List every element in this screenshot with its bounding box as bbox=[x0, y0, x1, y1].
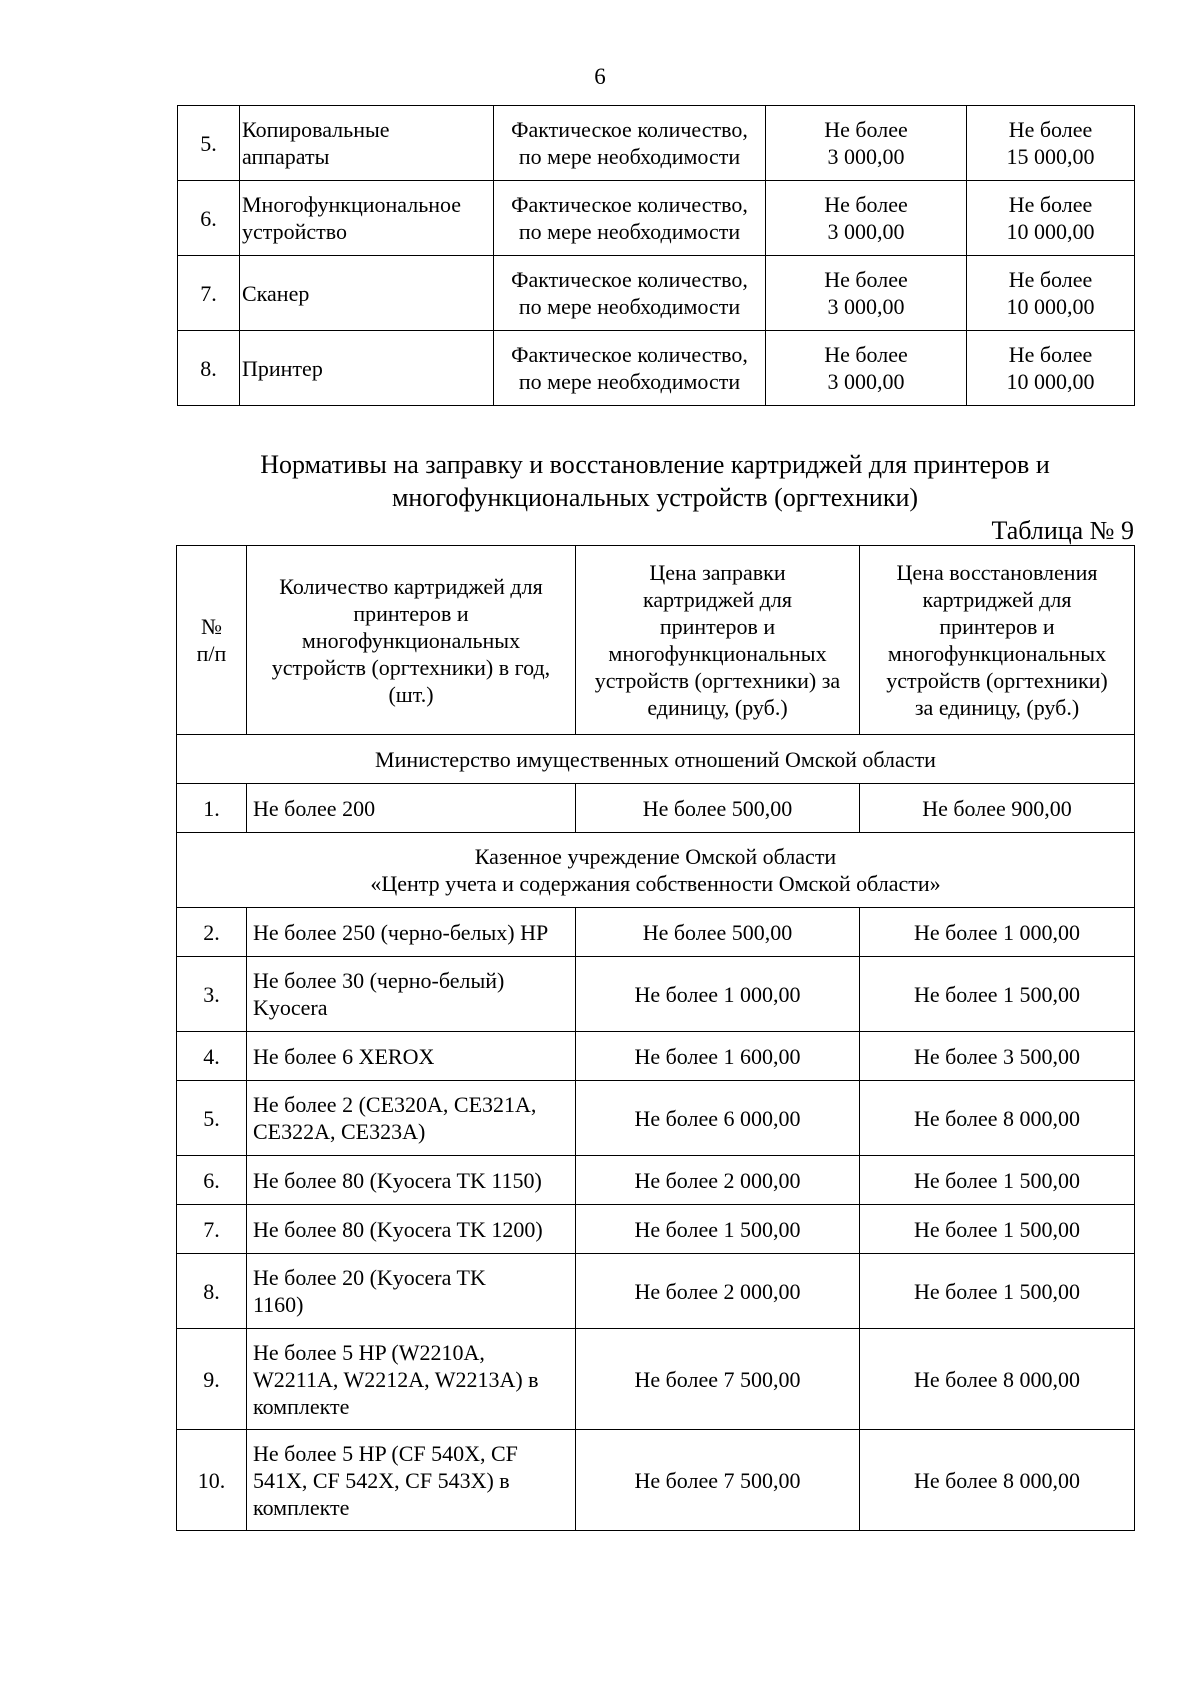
equipment-total: Не более 10 000,00 bbox=[967, 331, 1135, 406]
table-row bbox=[177, 1430, 1135, 1531]
restore-price: Не более 900,00 bbox=[860, 784, 1135, 833]
header-refill-price: Цена заправки картриджей для принтеров и многофункциональных устройств (оргтехники) за единицу, (руб.) bbox=[576, 546, 860, 735]
refill-price: Не более 1 500,00 bbox=[576, 1205, 860, 1254]
row-number: 1. bbox=[177, 784, 247, 833]
table-row bbox=[177, 908, 1135, 957]
cartridge-quantity: Не более 80 (Kyocera TK 1200) bbox=[247, 1205, 576, 1254]
row-number: 4. bbox=[177, 1032, 247, 1081]
row-number: 6. bbox=[178, 181, 240, 256]
cartridge-norms-table bbox=[176, 545, 1135, 1531]
restore-price: Не более 1 500,00 bbox=[860, 1254, 1135, 1329]
restore-price: Не более 1 000,00 bbox=[860, 908, 1135, 957]
equipment-price: Не более 3 000,00 bbox=[766, 256, 967, 331]
table-row bbox=[177, 1329, 1135, 1430]
table-row bbox=[178, 331, 1135, 406]
restore-price: Не более 8 000,00 bbox=[860, 1081, 1135, 1156]
group-row bbox=[177, 833, 1135, 908]
row-number: 10. bbox=[177, 1430, 247, 1531]
equipment-total: Не более 15 000,00 bbox=[967, 106, 1135, 181]
row-number: 8. bbox=[177, 1254, 247, 1329]
cartridge-quantity: Не более 5 HP (W2210A, W2211A, W2212A, W2213A) в комплекте bbox=[247, 1329, 576, 1430]
cartridge-quantity: Не более 20 (Kyocera TK 1160) bbox=[247, 1254, 576, 1329]
table-row bbox=[178, 181, 1135, 256]
equipment-total: Не более 10 000,00 bbox=[967, 181, 1135, 256]
table-label: Таблица № 9 bbox=[991, 516, 1134, 545]
restore-price: Не более 8 000,00 bbox=[860, 1430, 1135, 1531]
group-title: Министерство имущественных отношений Омской области bbox=[177, 735, 1135, 784]
refill-price: Не более 500,00 bbox=[576, 784, 860, 833]
table-row bbox=[177, 1156, 1135, 1205]
table-row bbox=[178, 256, 1135, 331]
equipment-quantity: Фактическое количество, по мере необходимости bbox=[494, 181, 766, 256]
row-number: 2. bbox=[177, 908, 247, 957]
table-row bbox=[177, 1254, 1135, 1329]
group-title: Казенное учреждение Омской области «Центр учета и содержания собственности Омской области» bbox=[177, 833, 1135, 908]
page-number: 6 bbox=[594, 64, 606, 89]
table-row bbox=[178, 106, 1135, 181]
row-number: 5. bbox=[177, 1081, 247, 1156]
cartridge-quantity: Не более 30 (черно-белый) Kyocera bbox=[247, 957, 576, 1032]
equipment-price: Не более 3 000,00 bbox=[766, 106, 967, 181]
row-number: 8. bbox=[178, 331, 240, 406]
equipment-total: Не более 10 000,00 bbox=[967, 256, 1135, 331]
refill-price: Не более 2 000,00 bbox=[576, 1156, 860, 1205]
table-row bbox=[177, 1205, 1135, 1254]
refill-price: Не более 7 500,00 bbox=[576, 1329, 860, 1430]
section-title: Нормативы на заправку и восстановление картриджей для принтеров и многофункциональных устройств (оргтехники) bbox=[260, 450, 1050, 512]
restore-price: Не более 1 500,00 bbox=[860, 1156, 1135, 1205]
row-number: 7. bbox=[178, 256, 240, 331]
restore-price: Не более 3 500,00 bbox=[860, 1032, 1135, 1081]
equipment-quantity: Фактическое количество, по мере необходимости bbox=[494, 331, 766, 406]
refill-price: Не более 1 000,00 bbox=[576, 957, 860, 1032]
table-row bbox=[177, 784, 1135, 833]
group-row bbox=[177, 735, 1135, 784]
cartridge-quantity: Не более 5 HP (CF 540X, CF 541X, CF 542X, CF 543X) в комплекте bbox=[247, 1430, 576, 1531]
table-row bbox=[177, 1081, 1135, 1156]
row-number: 9. bbox=[177, 1329, 247, 1430]
equipment-name: Многофункциональное устройство bbox=[240, 181, 494, 256]
header-num: № п/п bbox=[177, 546, 247, 735]
cartridge-quantity: Не более 80 (Kyocera TK 1150) bbox=[247, 1156, 576, 1205]
cartridge-quantity: Не более 6 XEROX bbox=[247, 1032, 576, 1081]
row-number: 6. bbox=[177, 1156, 247, 1205]
equipment-price: Не более 3 000,00 bbox=[766, 331, 967, 406]
header-quantity: Количество картриджей для принтеров и многофункциональных устройств (оргтехники) в год, (шт.) bbox=[247, 546, 576, 735]
table-row bbox=[177, 1032, 1135, 1081]
refill-price: Не более 500,00 bbox=[576, 908, 860, 957]
restore-price: Не более 8 000,00 bbox=[860, 1329, 1135, 1430]
refill-price: Не более 2 000,00 bbox=[576, 1254, 860, 1329]
table-header-row bbox=[177, 546, 1135, 735]
table-row bbox=[177, 957, 1135, 1032]
equipment-price: Не более 3 000,00 bbox=[766, 181, 967, 256]
cartridge-quantity: Не более 250 (черно-белых) HP bbox=[247, 908, 576, 957]
header-restore-price: Цена восстановления картриджей для принтеров и многофункциональных устройств (оргтехники) за единицу, (руб.) bbox=[860, 546, 1135, 735]
restore-price: Не более 1 500,00 bbox=[860, 1205, 1135, 1254]
equipment-name: Принтер bbox=[240, 331, 494, 406]
restore-price: Не более 1 500,00 bbox=[860, 957, 1135, 1032]
equipment-table bbox=[177, 105, 1135, 406]
equipment-quantity: Фактическое количество, по мере необходимости bbox=[494, 256, 766, 331]
equipment-name: Копировальные аппараты bbox=[240, 106, 494, 181]
refill-price: Не более 1 600,00 bbox=[576, 1032, 860, 1081]
row-number: 5. bbox=[178, 106, 240, 181]
refill-price: Не более 6 000,00 bbox=[576, 1081, 860, 1156]
cartridge-quantity: Не более 2 (CE320A, CE321A, CE322A, CE323A) bbox=[247, 1081, 576, 1156]
row-number: 7. bbox=[177, 1205, 247, 1254]
equipment-quantity: Фактическое количество, по мере необходимости bbox=[494, 106, 766, 181]
row-number: 3. bbox=[177, 957, 247, 1032]
refill-price: Не более 7 500,00 bbox=[576, 1430, 860, 1531]
cartridge-quantity: Не более 200 bbox=[247, 784, 576, 833]
equipment-name: Сканер bbox=[240, 256, 494, 331]
